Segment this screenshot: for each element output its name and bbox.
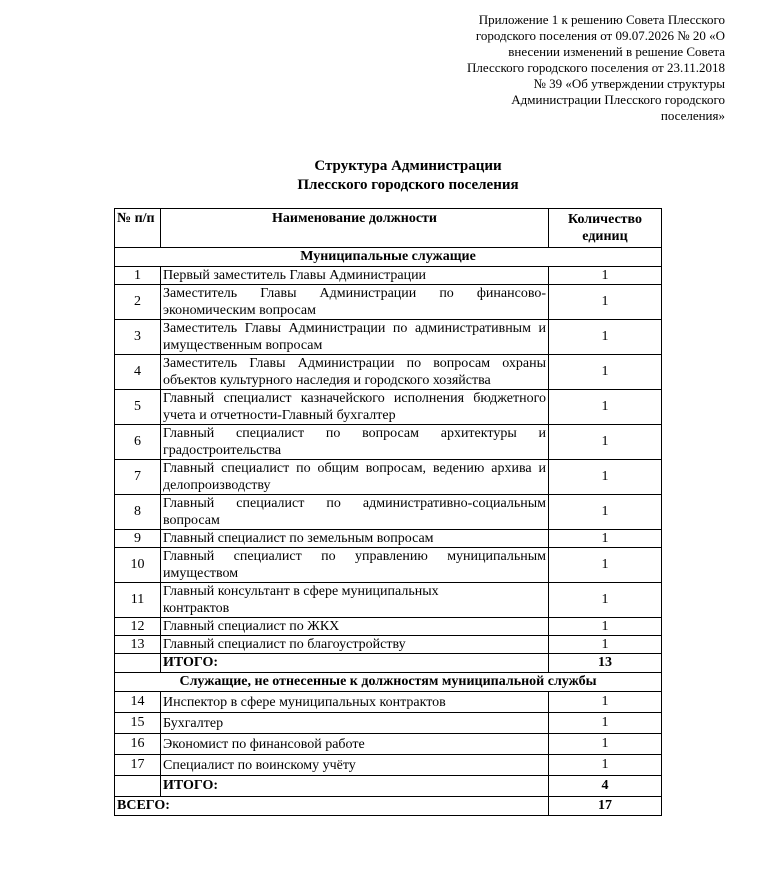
table-row [115,583,662,618]
row-name: Главный специалист по общим вопросам, ведению архива и делопроизводству [161,460,549,495]
table-row [115,267,662,285]
table-row [115,285,662,320]
document-title [0,157,780,195]
structure-table [114,208,662,816]
row-num: 8 [115,495,161,530]
row-qty: 1 [549,618,662,636]
grand-total-label: ВСЕГО: [115,797,549,816]
row-num: 7 [115,460,161,495]
row-num: 1 [115,267,161,285]
table-row [115,355,662,390]
row-name: Заместитель Главы Администрации по административным и имущественным вопросам [161,320,549,355]
row-name: Главный консультант в сфере муниципальных контрактов [161,583,549,618]
row-num: 16 [115,734,161,755]
row-qty: 1 [549,583,662,618]
row-name: Главный специалист по благоустройству [161,636,549,654]
table-row [115,495,662,530]
row-name: Бухгалтер [161,713,549,734]
table-row [115,548,662,583]
row-qty: 1 [549,548,662,583]
table-row [115,636,662,654]
row-num: 3 [115,320,161,355]
appendix-line: № 39 «Об утверждении структуры [533,76,725,91]
table-row [115,460,662,495]
section-title: Служащие, не отнесенные к должностям муниципальной службы [115,673,662,692]
table-row [115,713,662,734]
subtotal-empty-cell [115,776,161,797]
row-name: Главный специалист по ЖКХ [161,618,549,636]
row-num: 6 [115,425,161,460]
subtotal-row [115,654,662,673]
subtotal-row [115,776,662,797]
row-num: 13 [115,636,161,654]
row-name: Главный специалист по земельным вопросам [161,530,549,548]
subtotal-empty-cell [115,654,161,673]
table-row [115,618,662,636]
row-num: 2 [115,285,161,320]
appendix-note [440,12,725,124]
table-header-row [115,209,662,248]
row-num: 9 [115,530,161,548]
row-num: 17 [115,755,161,776]
row-name: Инспектор в сфере муниципальных контрактов [161,692,549,713]
row-name: Первый заместитель Главы Администрации [161,267,549,285]
table-row [115,734,662,755]
appendix-line: поселения» [660,108,725,123]
row-qty: 1 [549,734,662,755]
row-name: Главный специалист по управлению муниципальным имуществом [161,548,549,583]
grand-total-value: 17 [549,797,662,816]
appendix-line: Администрации Плесского городского [511,92,725,107]
row-num: 5 [115,390,161,425]
appendix-line: Приложение 1 к решению Совета Плесского [478,12,725,27]
row-qty: 1 [549,460,662,495]
subtotal-value: 4 [549,776,662,797]
row-num: 4 [115,355,161,390]
grand-total-row [115,797,662,816]
table-row [115,320,662,355]
row-qty: 1 [549,692,662,713]
row-num: 10 [115,548,161,583]
row-qty: 1 [549,267,662,285]
row-name: Главный специалист по административно-социальным вопросам [161,495,549,530]
subtotal-label: ИТОГО: [161,776,549,797]
title-line: Структура Администрации [314,158,502,174]
row-qty: 1 [549,713,662,734]
appendix-line: внесении изменений в решение Совета [508,44,725,59]
section-header-row [115,673,662,692]
row-name: Главный специалист по вопросам архитектуры и градостроительства [161,425,549,460]
row-num: 12 [115,618,161,636]
row-num: 11 [115,583,161,618]
row-name: Главный специалист казначейского исполнения бюджетного учета и отчетности-Главный бухгалтер [161,390,549,425]
section-title: Муниципальные служащие [115,248,662,267]
title-line: Плесского городского поселения [297,177,519,193]
row-name: Специалист по воинскому учёту [161,755,549,776]
row-qty: 1 [549,636,662,654]
table-row [115,755,662,776]
row-qty: 1 [549,425,662,460]
row-qty: 1 [549,390,662,425]
row-name: Заместитель Главы Администрации по вопросам охраны объектов культурного наследия и городского хозяйства [161,355,549,390]
row-qty: 1 [549,495,662,530]
row-qty: 1 [549,320,662,355]
row-num: 14 [115,692,161,713]
row-name: Заместитель Главы Администрации по финансово-экономическим вопросам [161,285,549,320]
appendix-line: Плесского городского поселения от 23.11.2018 [466,60,725,75]
row-qty: 1 [549,755,662,776]
subtotal-label: ИТОГО: [161,654,549,673]
table-row [115,530,662,548]
subtotal-value: 13 [549,654,662,673]
section-header-row [115,248,662,267]
row-qty: 1 [549,530,662,548]
header-name: Наименование должности [161,209,549,248]
row-num: 15 [115,713,161,734]
header-qty: Количество единиц [549,209,662,248]
table-row [115,692,662,713]
appendix-line: городского поселения от 09.07.2026 № 20 «О [475,28,725,43]
row-qty: 1 [549,355,662,390]
table-row [115,425,662,460]
row-name: Экономист по финансовой работе [161,734,549,755]
row-qty: 1 [549,285,662,320]
header-num: № п/п [115,209,161,248]
table-row [115,390,662,425]
